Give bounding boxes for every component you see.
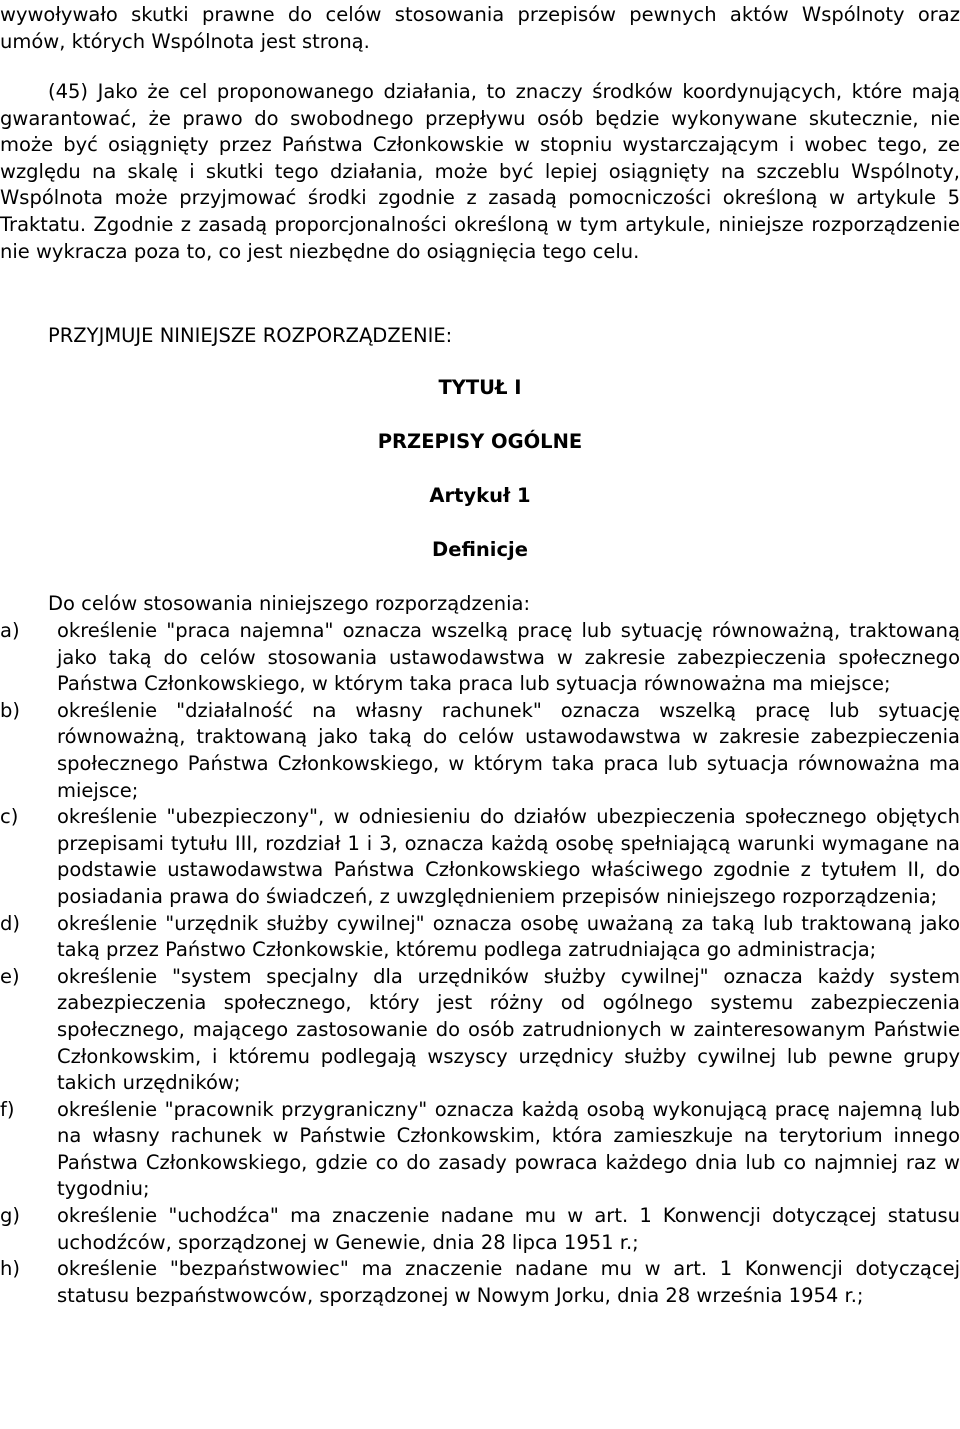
definition-marker: d) [0,911,20,935]
definition-item [0,1097,960,1203]
definition-item [0,804,960,910]
definition-text: określenie "bezpaństwowiec" ma znaczenie nadane mu w art. 1 Konwencji dotyczącej statusu bezpaństwowców, sporządzonej w Nowym Jorku, dnia 28 września 1954 r.; [57,1257,960,1307]
definition-text: określenie "urzędnik służby cywilnej" oznacza osobę uważaną za taką lub traktowaną jako taką przez Państwo Członkowskie, któremu podlega zatrudniająca go administracja; [57,911,960,962]
definition-marker: e) [0,964,20,988]
adoption-formula: PRZYJMUJE NINIEJSZE ROZPORZĄDZENIE: [48,324,453,347]
title-name-heading: PRZEPISY OGÓLNE [377,430,583,453]
definition-text: określenie "działalność na własny rachunek" oznacza wszelką pracę lub sytuację równoważną, traktowaną jako taką do celów ustawodawstwa w zakresie zabezpieczenia społecznego Państwa Członkowskiego, w którym taka praca lub sytuacja równoważna ma miejsce; [57,698,960,802]
definition-text: określenie "uchodźca" ma znaczenie nadane mu w art. 1 Konwencji dotyczącej statusu uchodźców, sporządzonej w Genewie, dnia 28 lipca 1951 r.; [57,1204,960,1254]
definition-marker: c) [0,805,19,829]
definition-text: określenie "system specjalny dla urzędników służby cywilnej" oznacza każdy system zabezpieczenia społecznego, który jest różny od ogólnego systemu zabezpieczenia społecznego, mającego zastosowanie do osób zatrudnionych w zainteresowanym Państwie Członkowskim, i któremu podlegają wszyscy urzędnicy służby cywilnej lub pewne grupy takich urzędników; [57,964,960,1095]
definition-item [0,964,960,1097]
definition-item [0,1256,960,1309]
definition-marker: g) [0,1204,20,1228]
definition-item [0,1203,960,1256]
definition-marker: b) [0,698,20,722]
title-heading: TYTUŁ I [438,376,522,399]
recital-45: (45) Jako że cel proponowanego działania, to znaczy środków koordynujących, które mają gwarantować, że prawo do swobodnego przepływu osób będzie wykonywane skutecznie, nie może być osiągnięty przez Państwa Członkowskie w stopniu wystarczającym i wobec tego, ze względu na skalę i skutki tego działania, może być lepiej osiągnięty na szczeblu Wspólnoty, Wspólnota może przyjmować środki zgodnie z zasadą pomocniczości określoną w artykule 5 Traktatu. Zgodnie z zasadą proporcjonalności określoną w tym artykule, niniejsze rozporządzenie nie wykracza poza to, co jest niezbędne do osiągnięcia tego celu. [0,80,960,263]
definition-text: określenie "ubezpieczony", w odniesieniu do działów ubezpieczenia społecznego objętych przepisami tytułu III, rozdział 1 i 3, oznacza każdą osobę spełniającą warunki wymagane na podstawie ustawodawstwa Państwa Członkowskiego właściwego zgodnie z tytułem II, do posiadania prawa do świadczeń, z uwzględnieniem przepisów niniejszego rozporządzenia; [57,805,960,908]
definition-marker: h) [0,1257,20,1281]
definitions-intro: Do celów stosowania niniejszego rozporządzenia: [48,592,531,615]
definition-item [0,618,960,698]
definition-marker: f) [0,1097,15,1121]
article-name-heading: Definicje [432,538,528,561]
article-heading: Artykuł 1 [429,484,531,507]
definition-item [0,911,960,964]
definitions-list [0,618,960,1309]
definition-text: określenie "praca najemna" oznacza wszelką pracę lub sytuację równoważną, traktowaną jako taką do celów stosowania ustawodawstwa w zakresie zabezpieczenia społecznego Państwa Członkowskiego, w którym taka praca lub sytuacja równoważna ma miejsce; [57,619,960,696]
definition-marker: a) [0,619,20,642]
intro-paragraph: wywoływało skutki prawne do celów stosowania przepisów pewnych aktów Wspólnoty oraz umów, których Wspólnota jest stroną. [0,3,960,53]
definition-item [0,698,960,804]
definition-text: określenie "pracownik przygraniczny" oznacza każdą osobą wykonującą pracę najemną lub na własny rachunek w Państwie Członkowskim, która zamieszkuje na terytorium innego Państwa Członkowskiego, gdzie co do zasady powraca każdego dnia lub co najmniej raz w tygodniu; [57,1097,960,1201]
